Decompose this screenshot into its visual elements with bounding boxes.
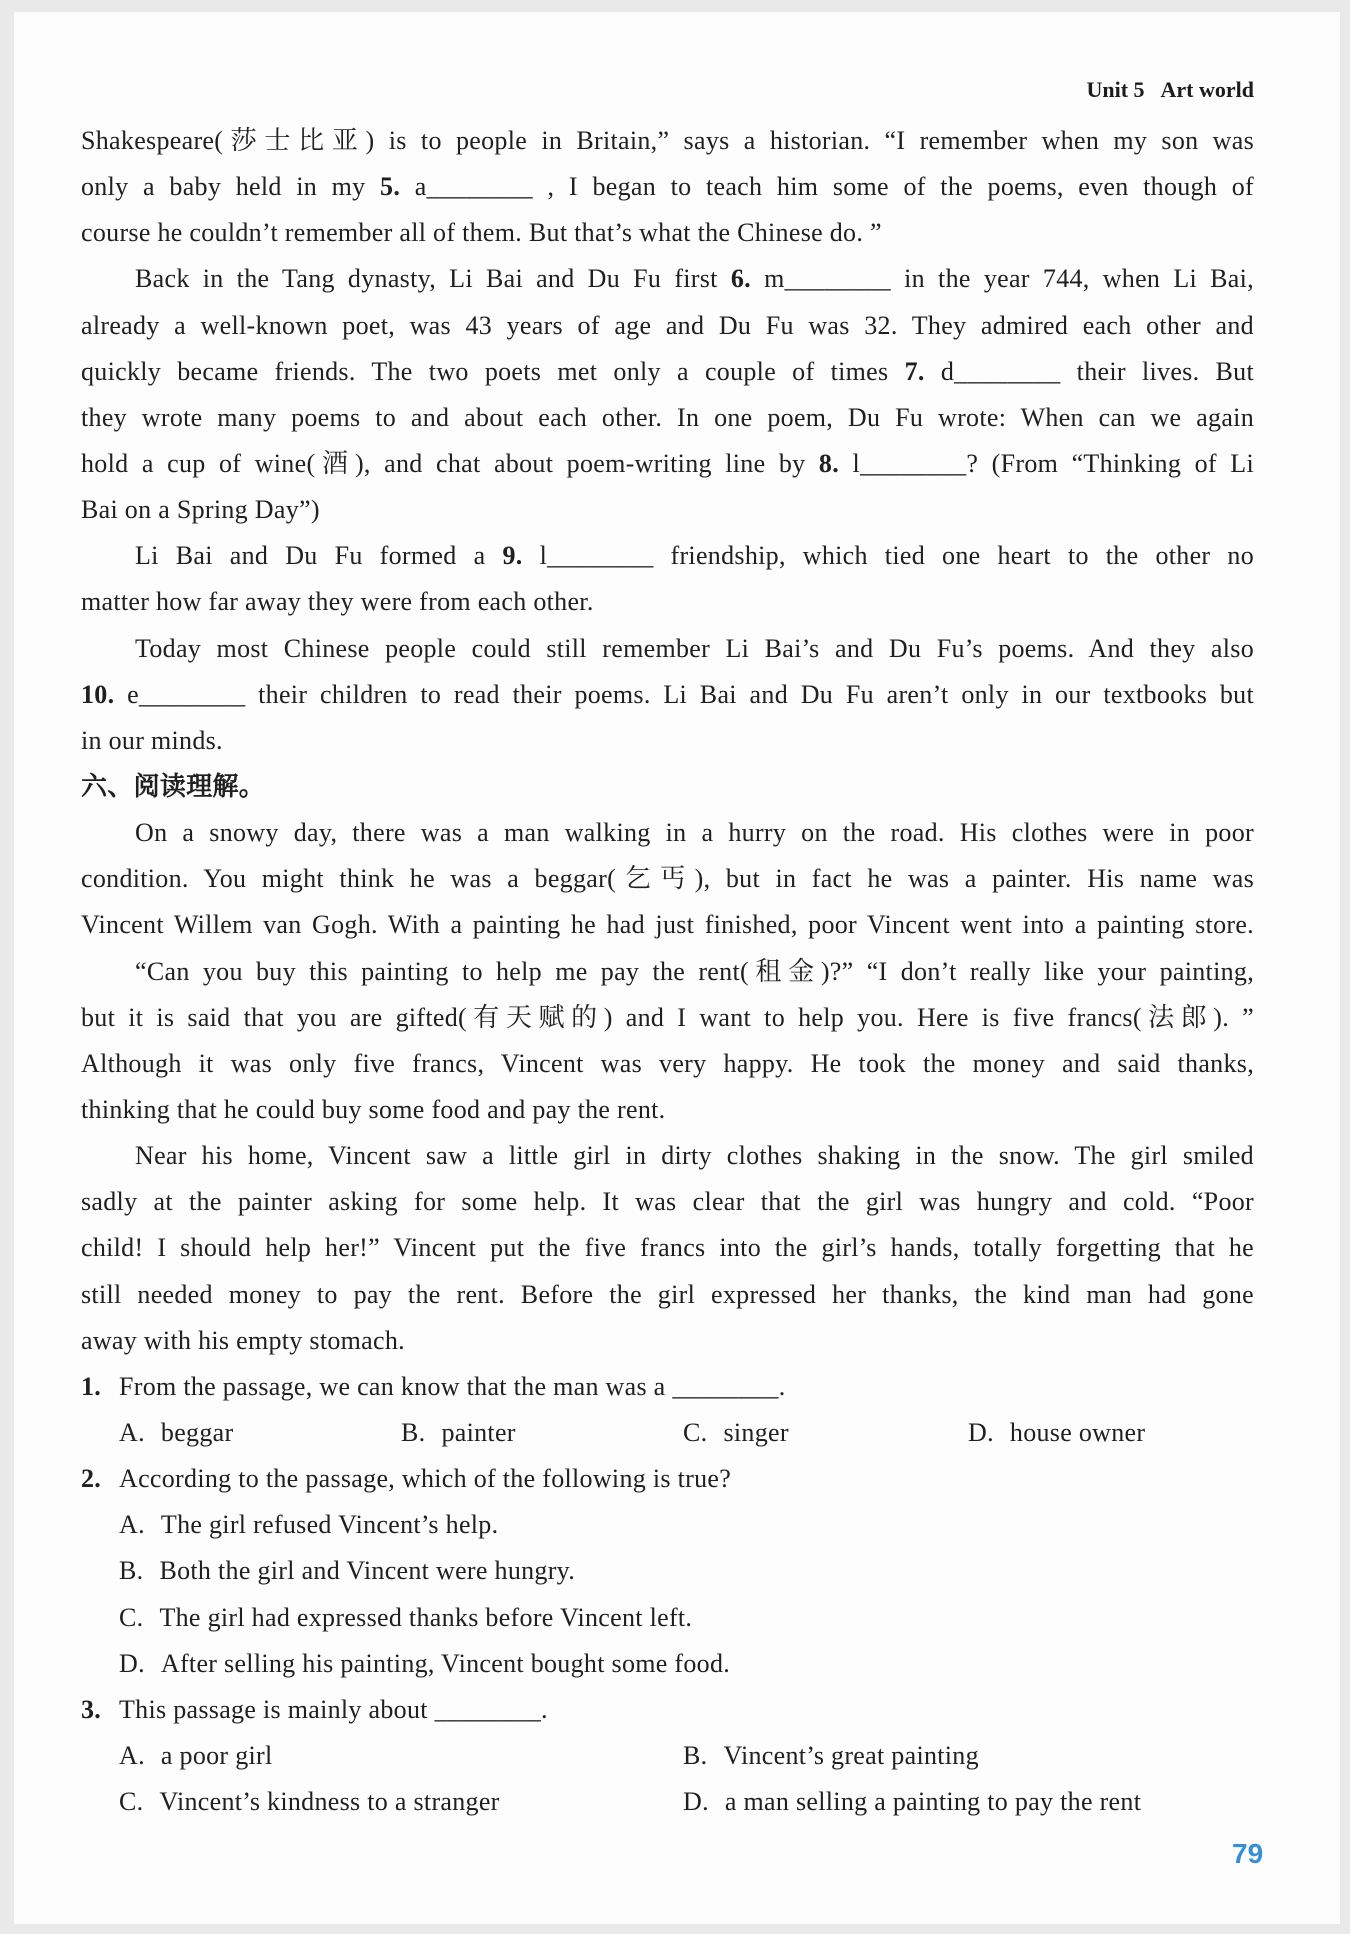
option-letter: D. xyxy=(683,1787,709,1817)
line-text: hold a cup of wine(酒), and chat about poem-writing line by xyxy=(81,448,806,478)
question-2 xyxy=(81,1456,1254,1502)
cloze-line: Bai on a Spring Day”) xyxy=(81,495,320,525)
passage-line: Near his home, Vincent saw a little girl in dirty clothes shaking in the snow. The girl smiled xyxy=(135,1141,1254,1171)
line-text: e________ their children to read their poems. Li Bai and Du Fu aren’t only in our textbooks but xyxy=(127,679,1254,709)
option-letter: D. xyxy=(968,1417,994,1447)
option-letter: C. xyxy=(683,1417,708,1447)
cloze-line: Today most Chinese people could still remember Li Bai’s and Du Fu’s poems. And they also xyxy=(135,633,1254,663)
option-letter: D. xyxy=(119,1648,145,1678)
option-d xyxy=(81,1641,1254,1687)
cloze-line: already a well-known poet, was 43 years of age and Du Fu was 32. They admired each other and xyxy=(81,310,1254,340)
option-text: Both the girl and Vincent were hungry. xyxy=(159,1556,576,1586)
passage-line: still needed money to pay the rent. Before the girl expressed her thanks, the kind man had gone xyxy=(81,1279,1254,1309)
blank-number: 5. xyxy=(380,172,401,202)
blank-number: 8. xyxy=(818,448,840,478)
passage-line: away with his empty stomach. xyxy=(81,1325,405,1355)
option-letter: B. xyxy=(119,1556,144,1586)
cloze-passage xyxy=(81,118,1254,764)
option-text: house owner xyxy=(1009,1417,1146,1447)
header-unit: Unit 5 xyxy=(1086,77,1145,102)
option-letter: B. xyxy=(401,1417,426,1447)
question-3 xyxy=(81,1687,1254,1733)
option-letter: B. xyxy=(683,1740,708,1770)
cloze-line xyxy=(81,256,1254,302)
line-text: a________ , I began to teach him some of the poems, even though of xyxy=(414,172,1254,202)
option-text: painter xyxy=(441,1417,516,1447)
option-text: After selling his painting, Vincent bought some food. xyxy=(160,1648,731,1678)
option-c xyxy=(81,1595,1254,1641)
option-d xyxy=(683,1779,1141,1825)
cloze-line: matter how far away they were from each other. xyxy=(81,587,594,617)
blank-number: 7. xyxy=(904,356,925,386)
passage-line: thinking that he could buy some food and pay the rent. xyxy=(81,1094,666,1124)
passage-line: On a snowy day, there was a man walking in a hurry on the road. His clothes were in poor xyxy=(135,818,1254,848)
page-number: 79 xyxy=(1232,1838,1264,1869)
passage-line: child! I should help her!” Vincent put the five francs into the girl’s hands, totally forgetting that he xyxy=(81,1233,1254,1263)
question-1 xyxy=(81,1364,1254,1410)
passage-line: sadly at the painter asking for some help. It was clear that the girl was hungry and cold. “Poor xyxy=(81,1187,1254,1217)
passage-line: “Can you buy this painting to help me pay the rent(租金)?” “I don’t really like your painting, xyxy=(135,956,1254,986)
line-text: only a baby held in my xyxy=(81,172,366,202)
blank-number: 10. xyxy=(81,679,115,709)
passage-line: Although it was only five francs, Vincent was very happy. He took the money and said thanks, xyxy=(81,1048,1254,1078)
option-a xyxy=(119,1733,273,1779)
option-letter: C. xyxy=(119,1602,144,1632)
line-text: Li Bai and Du Fu formed a xyxy=(135,541,486,571)
header-title: Art world xyxy=(1160,77,1254,102)
option-text: singer xyxy=(723,1417,789,1447)
line-text: l________ friendship, which tied one heart to the other no xyxy=(539,541,1254,571)
question-3-options-row-1 xyxy=(81,1733,1254,1779)
question-stem: According to the passage, which of the following is true? xyxy=(119,1464,732,1494)
line-text: m________ in the year 744, when Li Bai, xyxy=(764,264,1254,294)
question-stem: This passage is mainly about ________. xyxy=(119,1694,548,1724)
option-text: a poor girl xyxy=(160,1740,273,1770)
option-b xyxy=(81,1548,1254,1594)
option-letter: A. xyxy=(119,1417,145,1447)
question-number: 2. xyxy=(81,1464,102,1494)
option-a xyxy=(81,1502,1254,1548)
option-c xyxy=(683,1410,789,1456)
line-text: l________? (From “Thinking of Li xyxy=(852,448,1254,478)
cloze-line: in our minds. xyxy=(81,725,223,755)
option-text: beggar xyxy=(160,1417,234,1447)
question-1-options xyxy=(81,1410,1254,1456)
option-b xyxy=(683,1733,979,1779)
line-text: quickly became friends. The two poets met only a couple of times xyxy=(81,356,889,386)
option-text: a man selling a painting to pay the rent xyxy=(724,1787,1142,1817)
cloze-line: Shakespeare(莎士比亚) is to people in Britain,” says a historian. “I remember when my son was xyxy=(81,126,1254,155)
option-a xyxy=(119,1410,233,1456)
question-number: 1. xyxy=(81,1371,102,1401)
option-text: The girl refused Vincent’s help. xyxy=(160,1510,499,1540)
option-b xyxy=(401,1410,516,1456)
option-text: Vincent’s great painting xyxy=(723,1740,979,1770)
cloze-line: course he couldn’t remember all of them. But that’s what the Chinese do. ” xyxy=(81,218,882,248)
option-letter: A. xyxy=(119,1510,145,1540)
question-number: 3. xyxy=(81,1694,102,1724)
cloze-line xyxy=(81,164,1254,210)
passage-line: Vincent Willem van Gogh. With a painting he had just finished, poor Vincent went into a painting store. xyxy=(81,910,1254,940)
option-letter: A. xyxy=(119,1740,145,1770)
cloze-line xyxy=(81,349,1254,395)
passage-line: condition. You might think he was a beggar(乞丐), but in fact he was a painter. His name was xyxy=(81,864,1254,894)
line-text: d________ their lives. But xyxy=(940,356,1254,386)
blank-number: 6. xyxy=(730,264,751,294)
option-text: The girl had expressed thanks before Vincent left. xyxy=(159,1602,693,1632)
cloze-line xyxy=(81,441,1254,487)
cloze-line xyxy=(81,533,1254,579)
question-stem: From the passage, we can know that the man was a ________. xyxy=(119,1371,786,1401)
option-c xyxy=(119,1779,500,1825)
option-text: Vincent’s kindness to a stranger xyxy=(159,1787,500,1817)
blank-number: 9. xyxy=(502,541,523,571)
cloze-line xyxy=(81,672,1254,718)
running-header xyxy=(1086,75,1254,105)
option-d xyxy=(968,1410,1145,1456)
option-letter: C. xyxy=(119,1787,144,1817)
cloze-line: they wrote many poems to and about each other. In one poem, Du Fu wrote: When can we again xyxy=(81,402,1254,432)
reading-passage xyxy=(81,810,1254,1364)
line-text: Back in the Tang dynasty, Li Bai and Du Fu first xyxy=(135,264,718,294)
passage-line: but it is said that you are gifted(有天赋的) and I want to help you. Here is five francs(法郎). ” xyxy=(81,1002,1254,1032)
page-content xyxy=(81,118,1254,1825)
question-3-options-row-2 xyxy=(81,1779,1254,1825)
reading-section-heading: 六、阅读理解。 xyxy=(81,771,266,801)
